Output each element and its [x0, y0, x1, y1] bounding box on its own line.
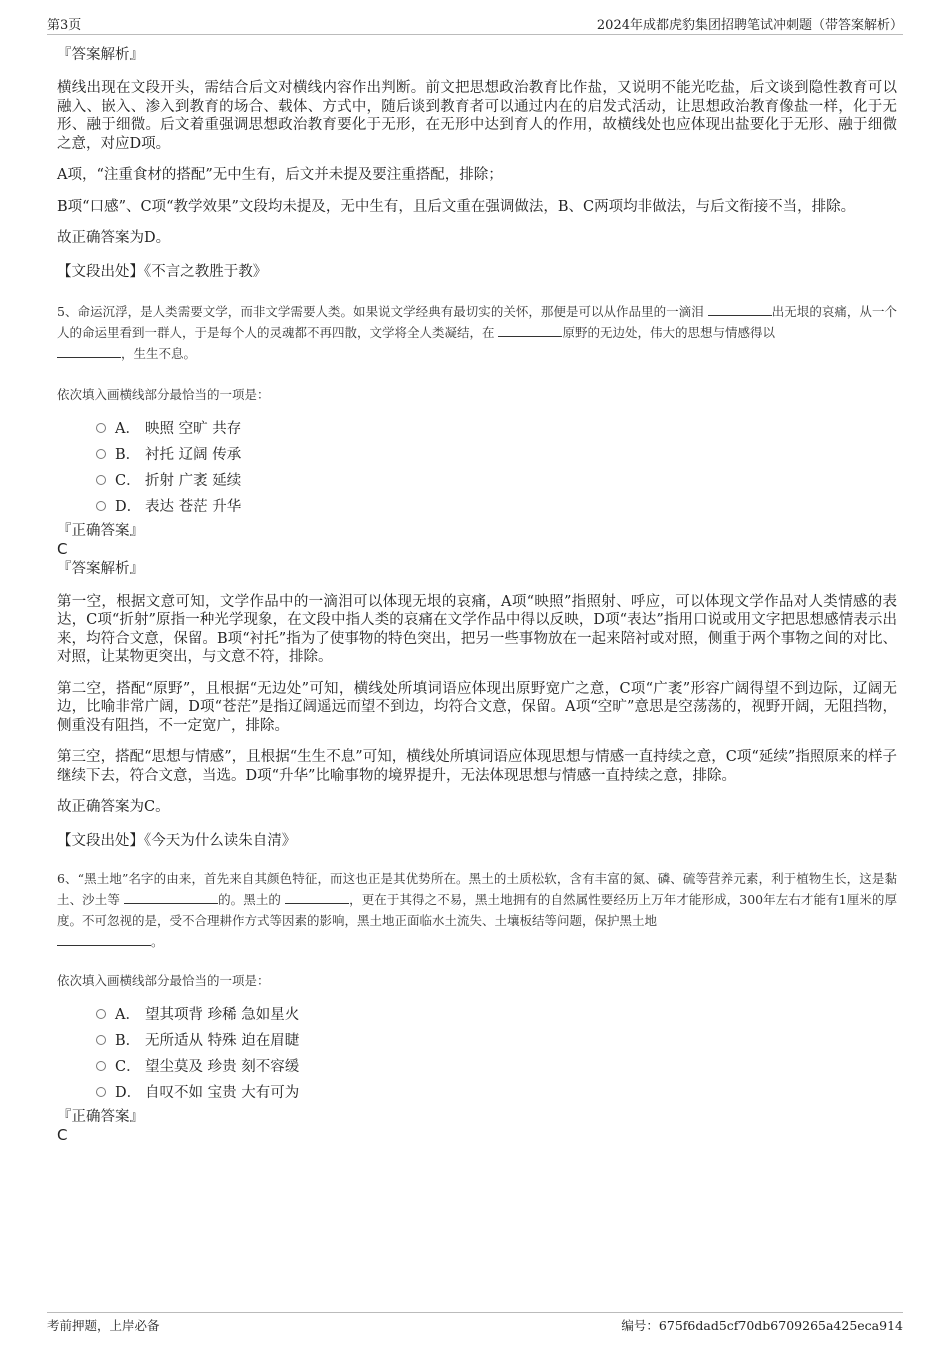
radio-icon[interactable] — [96, 1061, 106, 1071]
option-a[interactable]: A． 映照 空旷 共存 — [57, 416, 897, 442]
fill-blank — [708, 303, 772, 316]
option-d[interactable]: D． 自叹不如 宝贵 大有可为 — [57, 1080, 897, 1106]
source-citation: 【文段出处】《不言之教胜于教》 — [57, 263, 268, 280]
analysis-label: 『答案解析』 — [57, 47, 144, 63]
fill-blank — [57, 345, 121, 358]
page-header — [47, 14, 903, 35]
option-c[interactable]: C． 望尘莫及 珍贵 刻不容缓 — [57, 1054, 897, 1080]
option-d[interactable]: D． 表达 苍茫 升华 — [57, 494, 897, 520]
options-list — [57, 416, 897, 520]
analysis-label: 『答案解析』 — [57, 560, 144, 577]
correct-answer: C — [57, 1125, 68, 1144]
option-a[interactable]: A． 望其项背 珍稀 急如星火 — [57, 1002, 897, 1028]
radio-icon[interactable] — [96, 423, 106, 433]
fill-blank — [57, 933, 151, 946]
correct-answer: C — [57, 539, 68, 558]
fill-blank — [285, 891, 349, 904]
analysis-conclusion: 故正确答案为D。 — [57, 230, 171, 246]
footer-motto: 考前押题，上岸必备 — [47, 1318, 160, 1333]
question-stem: 5、命运沉浮，是人类需要文学，而非文学需要人类。如果说文学经典有最切实的关怀，那便是可以从作品里的一滴泪 出无垠的哀痛，从一个人的命运里看到一群人，于是每个人的灵魂都不再四散，文学将全人类凝结，在 原野的无边处，伟大的思想与情感得以 ，生生不息。 — [57, 303, 897, 361]
question-prompt: 依次填入画横线部分最恰当的一项是： — [57, 386, 270, 402]
radio-icon[interactable] — [96, 1087, 106, 1097]
page-number: 第3页 — [47, 18, 82, 33]
correct-answer-label: 『正确答案』 — [57, 1108, 144, 1125]
radio-icon[interactable] — [96, 501, 106, 511]
radio-icon[interactable] — [96, 1009, 106, 1019]
question-stem: 6、“黑土地”名字的由来，首先来自其颜色特征，而这也正是其优势所在。黑土的土质松软，含有丰富的氮、磷、硫等营养元素，利于植物生长，这是黏土、沙土等 的。黑土的 ，更在于其得之不易，黑土地拥有的自然属性要经历上万年才能形成，300年左右才能有1厘米的厚度。不可忽视的是，受不合理耕作方式等因素的影响，黑土地正面临水土流失、土壤板结等问题，保护黑土地 。 — [57, 870, 897, 949]
analysis-paragraph: 第二空，搭配“原野”，且根据“无边处”可知，横线处所填词语应体现出原野宽广之意，C项“广袤”形容广阔得望不到边际，辽阔无边，比喻非常广阔，D项“苍茫”是指辽阔遥远而望不到边，均符合文意，保留。A项“空旷”意思是空荡荡的，视野开阔，无阻挡物，侧重没有阻挡，不一定宽广，排除。 — [57, 680, 897, 734]
document-code: 编号：675f6dad5cf70db6709265a425eca914 — [621, 1318, 903, 1333]
analysis-paragraph: 第三空，搭配“思想与情感”，且根据“生生不息”可知，横线处所填词语应体现思想与情感一直持续之意，C项“延续”指照原来的样子继续下去，符合文意，当选。D项“升华”比喻事物的境界提升，无法体现思想与情感一直持续之意，排除。 — [57, 749, 897, 784]
analysis-paragraph: 第一空，根据文意可知，文学作品中的一滴泪可以体现无垠的哀痛，A项“映照”指照射、呼应，可以体现文学作品对人类情感的表达，C项“折射”原指一种光学现象，在文段中指人类的哀痛在文学作品中得以反映，D项“表达”指用口说或用文字把思想感情表示出来，均符合文意，保留。B项“衬托”指为了使事物的特色突出，把另一些事物放在一起来陪衬或对照，侧重于两个事物之间的对比、对照，让某物更突出，与文意不符，排除。 — [57, 593, 897, 665]
source-citation: 【文段出处】《今天为什么读朱自清》 — [57, 832, 297, 849]
radio-icon[interactable] — [96, 1035, 106, 1045]
option-c[interactable]: C． 折射 广袤 延续 — [57, 468, 897, 494]
correct-answer-label: 『正确答案』 — [57, 522, 144, 539]
question-5 — [57, 301, 897, 850]
fill-blank — [124, 891, 218, 904]
radio-icon[interactable] — [96, 449, 106, 459]
question-prompt: 依次填入画横线部分最恰当的一项是： — [57, 972, 270, 988]
analysis-paragraph: 横线出现在文段开头，需结合后文对横线内容作出判断。前文把思想政治教育比作盐，又说明不能光吃盐，后文谈到隐性教育可以融入、嵌入、渗入到教育的场合、载体、方式中，随后谈到教育者可以通过内在的启发式活动，让思想政治教育像盐一样，化于无形、融于细微。后文着重强调思想政治教育要化于无形，在无形中达到育人的作用，故横线处也应体现出盐要化于无形、融于细微之意，对应D项。 — [57, 80, 897, 152]
document-title: 2024年成都虎豹集团招聘笔试冲刺题（带答案解析） — [596, 18, 903, 33]
options-list — [57, 1002, 897, 1106]
option-b[interactable]: B． 衬托 辽阔 传承 — [57, 442, 897, 468]
radio-icon[interactable] — [96, 475, 106, 485]
question-6 — [57, 868, 897, 1144]
option-b[interactable]: B． 无所适从 特殊 迫在眉睫 — [57, 1028, 897, 1054]
fill-blank — [498, 324, 562, 337]
page-content — [57, 46, 897, 1144]
analysis-conclusion: 故正确答案为C。 — [57, 799, 170, 815]
analysis-paragraph: A项，“注重食材的搭配”无中生有，后文并未提及要注重搭配，排除； — [57, 167, 503, 183]
page-footer — [47, 1312, 903, 1335]
analysis-paragraph: B项“口感”、C项“教学效果”文段均未提及，无中生有，且后文重在强调做法，B、C两项均非做法，与后文衔接不当，排除。 — [57, 198, 856, 215]
